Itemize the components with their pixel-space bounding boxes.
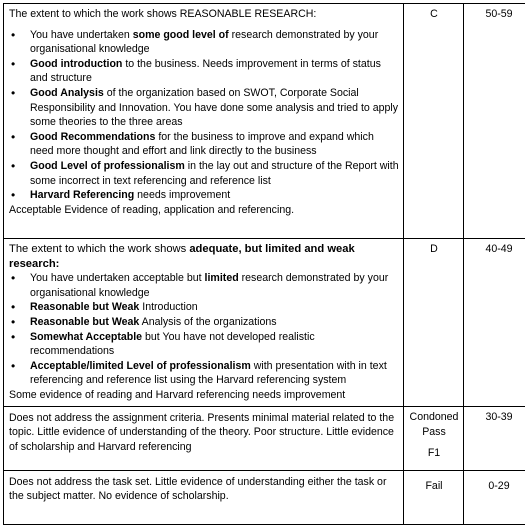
- criteria-cell: Does not address the assignment criteria. Presents minimal material related to the topic. Little evidence of understanding of the theory. Poor structure. Little evidence of scholarship and Harvard referencing: [4, 406, 404, 470]
- list-item: • Reasonable but Weak Introduction: [9, 300, 399, 315]
- rubric-row-condoned: [4, 406, 525, 470]
- list-item: • Reasonable but Weak Analysis of the organizations: [9, 315, 399, 330]
- list-item: • Good introduction to the business. Needs improvement in terms of status and structure: [9, 57, 399, 86]
- criteria-cell: [4, 4, 404, 239]
- list-item: • Good Recommendations for the business to improve and expand which need more thought and effort and link directly to the business: [9, 130, 399, 159]
- criteria-footer: Acceptable Evidence of reading, application and referencing.: [9, 203, 399, 218]
- rubric-row-c: [4, 4, 525, 239]
- criteria-cell: [4, 239, 404, 407]
- grade-cell: C: [404, 4, 464, 239]
- rubric-row-d: [4, 239, 525, 407]
- mark-range-cell: 30-39: [464, 406, 525, 470]
- list-item: • Somewhat Acceptable but You have not developed realistic recommendations: [9, 330, 399, 359]
- criteria-heading: The extent to which the work shows adequate, but limited and weak research:: [9, 242, 399, 271]
- grade-line: F1: [409, 446, 459, 461]
- criteria-cell: Does not address the task set. Little evidence of understanding either the task or the subject matter. No evidence of scholarship.: [4, 470, 404, 524]
- list-item: • You have undertaken acceptable but limited research demonstrated by your organisational knowledge: [9, 271, 399, 300]
- criteria-heading: The extent to which the work shows REASONABLE RESEARCH:: [9, 7, 399, 22]
- mark-range-cell: 0-29: [464, 470, 525, 524]
- grade-line: Condoned: [409, 410, 459, 425]
- list-item: • You have undertaken some good level of research demonstrated by your organisational knowledge: [9, 28, 399, 57]
- mark-range-cell: 50-59: [464, 4, 525, 239]
- criteria-list: [9, 28, 399, 203]
- criteria-footer: Some evidence of reading and Harvard referencing needs improvement: [9, 388, 399, 403]
- mark-range-cell: 40-49: [464, 239, 525, 407]
- grading-rubric-table: [3, 3, 525, 525]
- grade-cell: Fail: [404, 470, 464, 524]
- grade-cell: [404, 406, 464, 470]
- list-item: • Good Level of professionalism in the lay out and structure of the Report with some incorrect in text referencing and reference list: [9, 159, 399, 188]
- grade-line: Pass: [409, 425, 459, 440]
- list-item: • Good Analysis of the organization based on SWOT, Corporate Social Responsibility and Innovation. You have done some analysis and tried to apply some theories to the three areas: [9, 86, 399, 130]
- rubric-row-fail: [4, 470, 525, 524]
- list-item: • Harvard Referencing needs improvement: [9, 188, 399, 203]
- list-item: • Acceptable/limited Level of professionalism with presentation with in text referencing and reference list using the Harvard referencing system: [9, 359, 399, 388]
- criteria-list: [9, 271, 399, 388]
- grade-cell: D: [404, 239, 464, 407]
